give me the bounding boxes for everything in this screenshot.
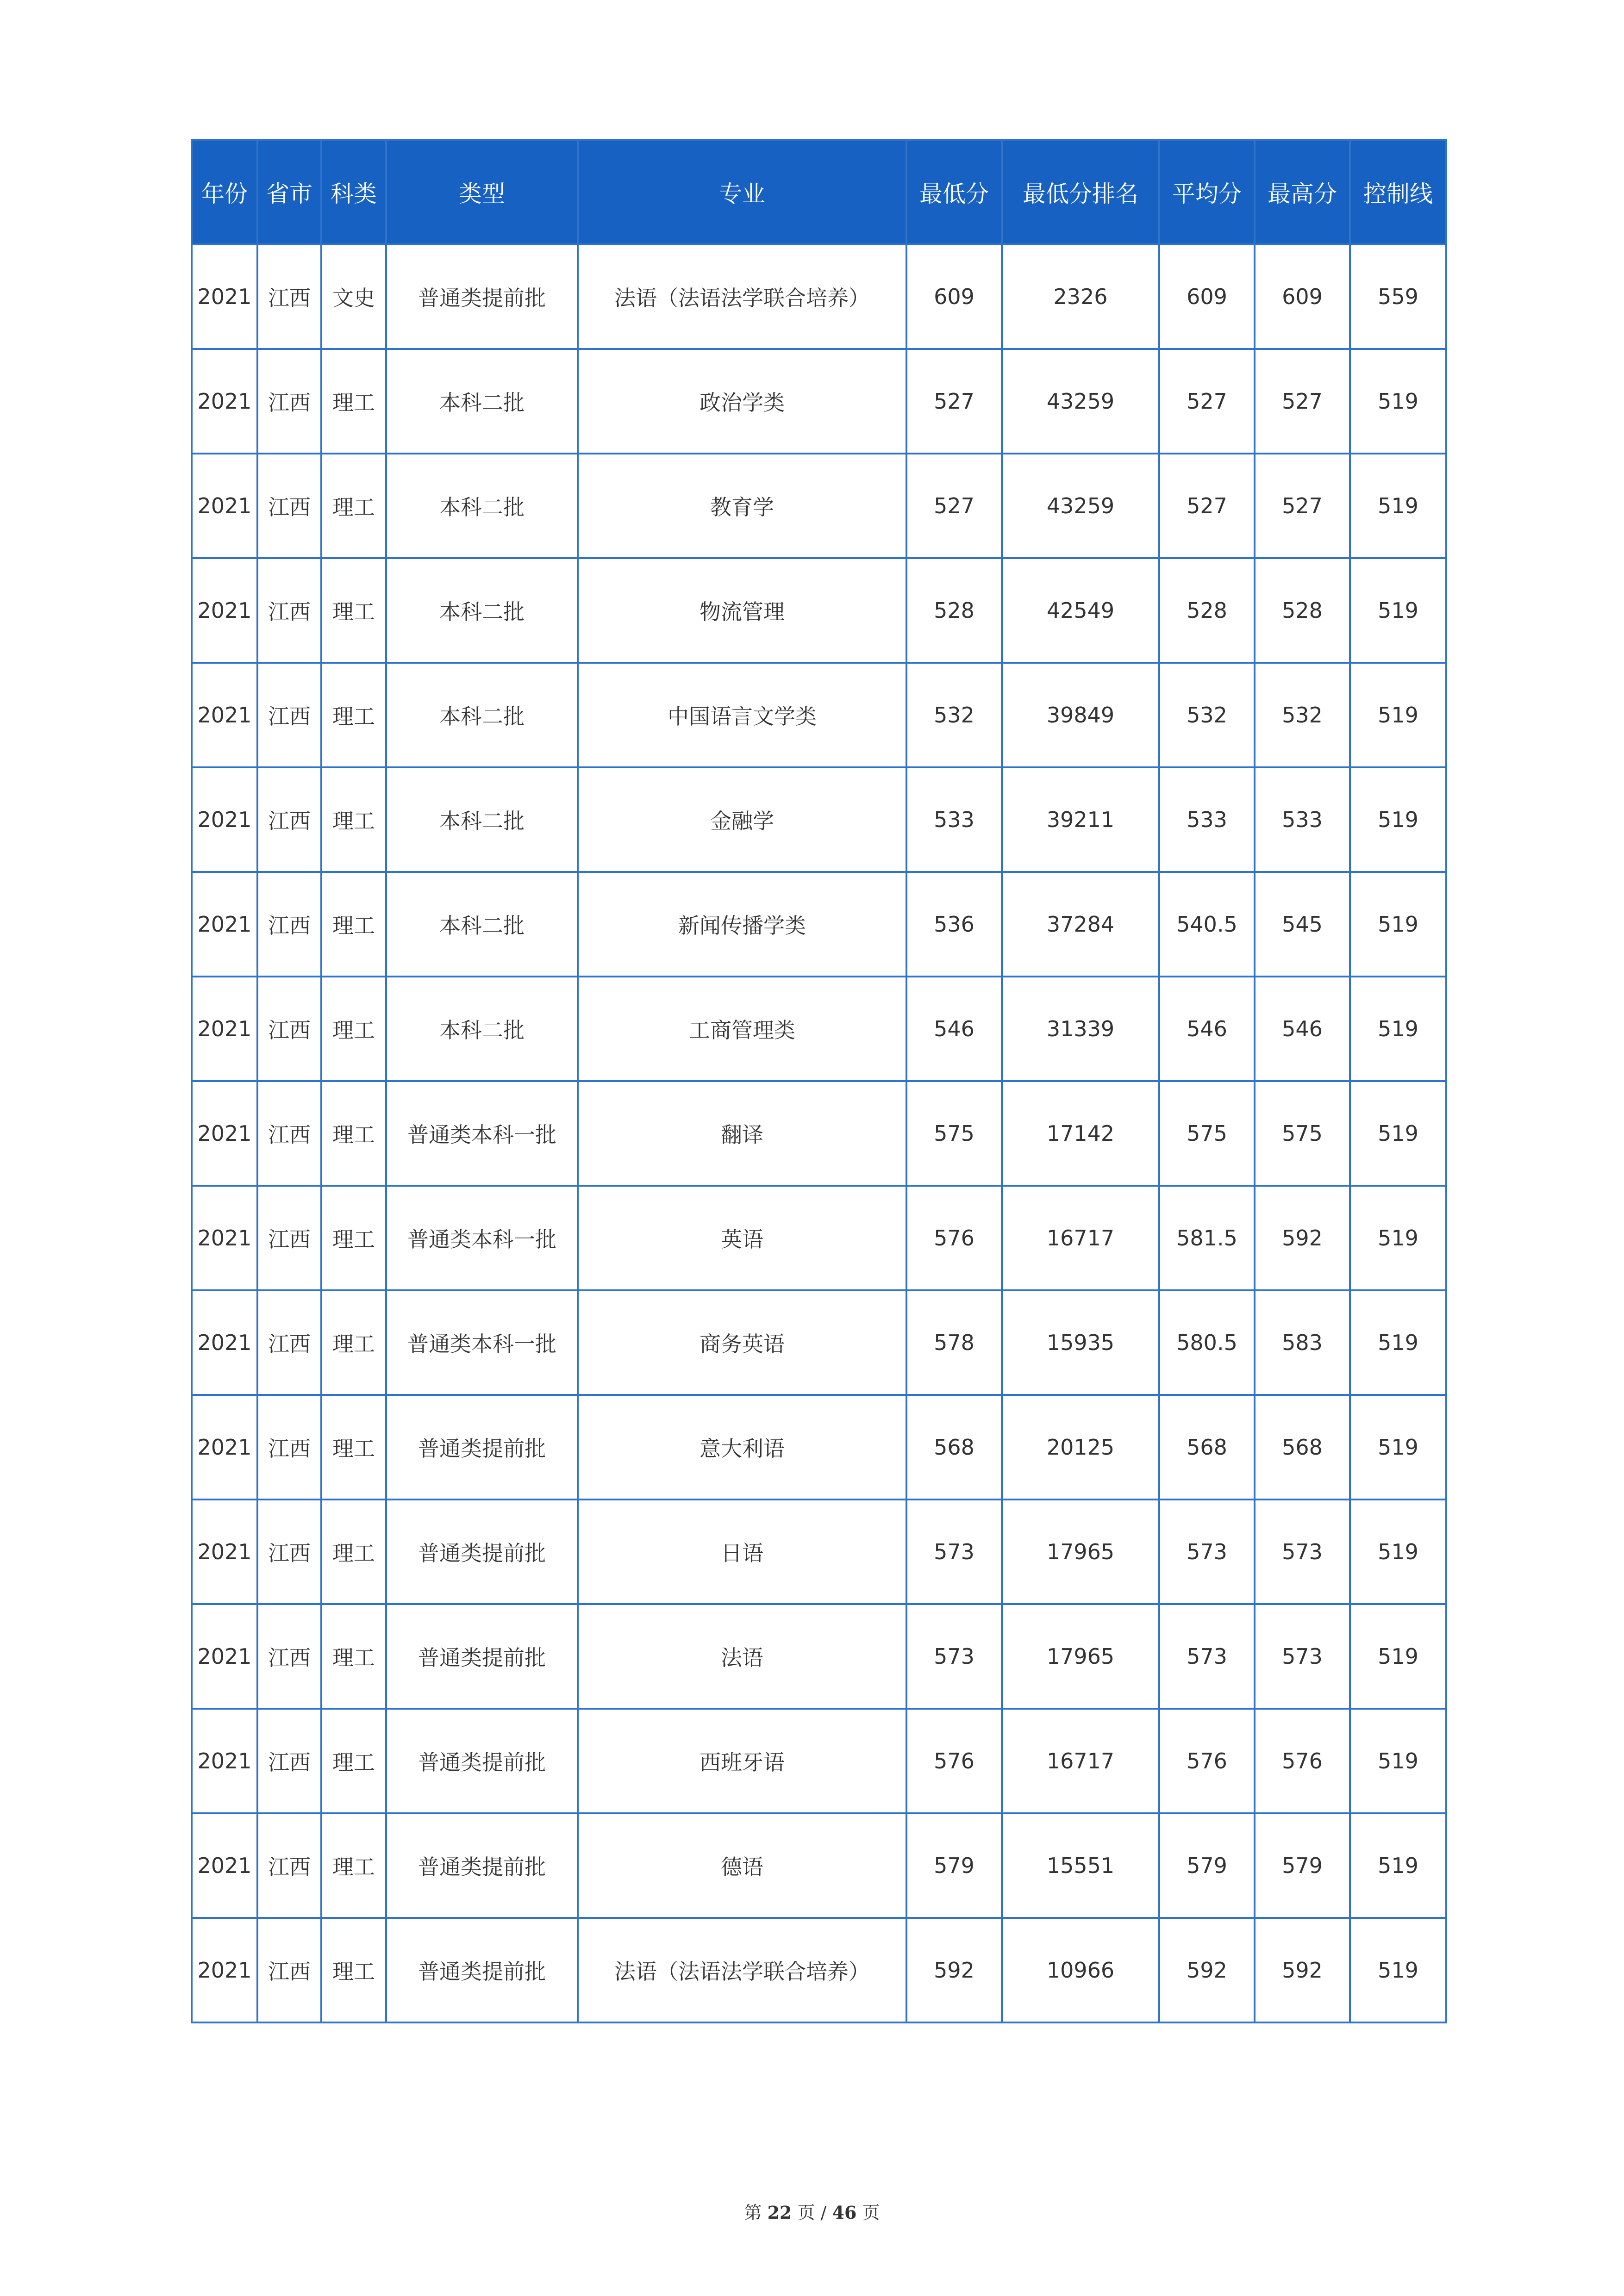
cell-batch-type: 普通类本科一批	[386, 1186, 578, 1290]
table-row	[192, 663, 1446, 767]
cell-year: 2021	[192, 1604, 257, 1709]
cell-avg-score: 579	[1159, 1813, 1255, 1918]
cell-min-score: 546	[906, 977, 1002, 1081]
cell-min-score: 533	[906, 767, 1002, 872]
cell-year: 2021	[192, 1918, 257, 2022]
cell-subject-category: 理工	[321, 1081, 386, 1186]
cell-min-score-rank: 16717	[1002, 1709, 1159, 1813]
cell-min-score: 528	[906, 558, 1002, 663]
cell-max-score: 533	[1255, 767, 1350, 872]
cell-min-score: 575	[906, 1081, 1002, 1186]
cell-province: 江西	[257, 1500, 321, 1604]
table-row	[192, 454, 1446, 558]
table-row	[192, 977, 1446, 1081]
cell-control-line: 519	[1350, 349, 1446, 454]
cell-year: 2021	[192, 767, 257, 872]
cell-max-score: 532	[1255, 663, 1350, 767]
cell-min-score-rank: 37284	[1002, 872, 1159, 977]
table-row	[192, 767, 1446, 872]
header-province: 省市	[257, 140, 321, 244]
cell-major: 工商管理类	[578, 977, 906, 1081]
cell-max-score: 573	[1255, 1604, 1350, 1709]
cell-control-line: 519	[1350, 1709, 1446, 1813]
table-row	[192, 872, 1446, 977]
table-body	[192, 244, 1446, 2022]
table-row	[192, 1918, 1446, 2022]
cell-max-score: 527	[1255, 349, 1350, 454]
total-pages-number: 46	[832, 2202, 857, 2223]
cell-major: 教育学	[578, 454, 906, 558]
cell-subject-category: 理工	[321, 1290, 386, 1395]
cell-min-score-rank: 17965	[1002, 1500, 1159, 1604]
cell-avg-score: 592	[1159, 1918, 1255, 2022]
cell-avg-score: 573	[1159, 1604, 1255, 1709]
cell-province: 江西	[257, 1081, 321, 1186]
cell-batch-type: 普通类提前批	[386, 1918, 578, 2022]
cell-max-score: 592	[1255, 1186, 1350, 1290]
cell-year: 2021	[192, 454, 257, 558]
cell-min-score-rank: 15551	[1002, 1813, 1159, 1918]
cell-province: 江西	[257, 1813, 321, 1918]
cell-subject-category: 理工	[321, 872, 386, 977]
header-avg-score: 平均分	[1159, 140, 1255, 244]
table-row	[192, 558, 1446, 663]
cell-batch-type: 普通类本科一批	[386, 1081, 578, 1186]
cell-year: 2021	[192, 1709, 257, 1813]
cell-major: 翻译	[578, 1081, 906, 1186]
cell-control-line: 559	[1350, 244, 1446, 349]
cell-subject-category: 理工	[321, 454, 386, 558]
cell-major: 物流管理	[578, 558, 906, 663]
cell-year: 2021	[192, 1813, 257, 1918]
cell-control-line: 519	[1350, 454, 1446, 558]
cell-subject-category: 理工	[321, 349, 386, 454]
cell-control-line: 519	[1350, 1813, 1446, 1918]
footer-middle: 页 /	[797, 2203, 827, 2223]
table-row	[192, 1500, 1446, 1604]
table-row	[192, 1604, 1446, 1709]
cell-min-score: 573	[906, 1500, 1002, 1604]
cell-province: 江西	[257, 1290, 321, 1395]
cell-control-line: 519	[1350, 1186, 1446, 1290]
cell-batch-type: 普通类本科一批	[386, 1290, 578, 1395]
cell-major: 新闻传播学类	[578, 872, 906, 977]
cell-year: 2021	[192, 1081, 257, 1186]
header-row	[192, 140, 1446, 244]
cell-province: 江西	[257, 872, 321, 977]
cell-min-score: 576	[906, 1709, 1002, 1813]
cell-subject-category: 文史	[321, 244, 386, 349]
footer-prefix: 第	[744, 2203, 762, 2223]
cell-batch-type: 普通类提前批	[386, 1813, 578, 1918]
cell-min-score-rank: 17142	[1002, 1081, 1159, 1186]
cell-avg-score: 573	[1159, 1500, 1255, 1604]
cell-control-line: 519	[1350, 767, 1446, 872]
cell-year: 2021	[192, 663, 257, 767]
header-min-score: 最低分	[906, 140, 1002, 244]
current-page-number: 22	[767, 2202, 792, 2223]
table-row	[192, 1081, 1446, 1186]
cell-major: 西班牙语	[578, 1709, 906, 1813]
cell-min-score: 532	[906, 663, 1002, 767]
cell-control-line: 519	[1350, 872, 1446, 977]
cell-max-score: 579	[1255, 1813, 1350, 1918]
cell-province: 江西	[257, 1709, 321, 1813]
cell-subject-category: 理工	[321, 1395, 386, 1500]
header-batch-type: 类型	[386, 140, 578, 244]
cell-min-score: 579	[906, 1813, 1002, 1918]
table-row	[192, 1186, 1446, 1290]
cell-min-score-rank: 15935	[1002, 1290, 1159, 1395]
header-year: 年份	[192, 140, 257, 244]
cell-province: 江西	[257, 767, 321, 872]
cell-min-score-rank: 43259	[1002, 454, 1159, 558]
cell-max-score: 527	[1255, 454, 1350, 558]
cell-min-score-rank: 43259	[1002, 349, 1159, 454]
footer-suffix: 页	[862, 2203, 880, 2223]
cell-batch-type: 本科二批	[386, 454, 578, 558]
cell-year: 2021	[192, 1395, 257, 1500]
cell-min-score-rank: 2326	[1002, 244, 1159, 349]
cell-year: 2021	[192, 244, 257, 349]
cell-subject-category: 理工	[321, 1709, 386, 1813]
cell-batch-type: 普通类提前批	[386, 1500, 578, 1604]
cell-subject-category: 理工	[321, 1604, 386, 1709]
cell-province: 江西	[257, 1604, 321, 1709]
cell-min-score-rank: 31339	[1002, 977, 1159, 1081]
cell-min-score: 527	[906, 454, 1002, 558]
cell-control-line: 519	[1350, 558, 1446, 663]
cell-avg-score: 568	[1159, 1395, 1255, 1500]
cell-min-score: 592	[906, 1918, 1002, 2022]
cell-min-score: 578	[906, 1290, 1002, 1395]
cell-control-line: 519	[1350, 1290, 1446, 1395]
cell-major: 商务英语	[578, 1290, 906, 1395]
cell-min-score: 609	[906, 244, 1002, 349]
cell-max-score: 568	[1255, 1395, 1350, 1500]
cell-control-line: 519	[1350, 977, 1446, 1081]
cell-avg-score: 580.5	[1159, 1290, 1255, 1395]
cell-max-score: 545	[1255, 872, 1350, 977]
cell-subject-category: 理工	[321, 663, 386, 767]
cell-batch-type: 本科二批	[386, 558, 578, 663]
cell-year: 2021	[192, 872, 257, 977]
cell-min-score-rank: 39211	[1002, 767, 1159, 872]
cell-major: 法语	[578, 1604, 906, 1709]
cell-batch-type: 普通类提前批	[386, 1709, 578, 1813]
cell-major: 法语（法语法学联合培养）	[578, 1918, 906, 2022]
cell-province: 江西	[257, 454, 321, 558]
cell-avg-score: 581.5	[1159, 1186, 1255, 1290]
cell-avg-score: 576	[1159, 1709, 1255, 1813]
cell-min-score-rank: 17965	[1002, 1604, 1159, 1709]
cell-province: 江西	[257, 1186, 321, 1290]
cell-avg-score: 527	[1159, 349, 1255, 454]
cell-max-score: 609	[1255, 244, 1350, 349]
header-max-score: 最高分	[1255, 140, 1350, 244]
cell-year: 2021	[192, 349, 257, 454]
cell-subject-category: 理工	[321, 558, 386, 663]
cell-min-score: 527	[906, 349, 1002, 454]
cell-batch-type: 本科二批	[386, 872, 578, 977]
cell-major: 政治学类	[578, 349, 906, 454]
cell-major: 意大利语	[578, 1395, 906, 1500]
cell-subject-category: 理工	[321, 1918, 386, 2022]
cell-avg-score: 540.5	[1159, 872, 1255, 977]
cell-control-line: 519	[1350, 1395, 1446, 1500]
cell-avg-score: 609	[1159, 244, 1255, 349]
cell-year: 2021	[192, 1186, 257, 1290]
cell-control-line: 519	[1350, 1081, 1446, 1186]
table-row	[192, 1290, 1446, 1395]
cell-max-score: 576	[1255, 1709, 1350, 1813]
cell-max-score: 528	[1255, 558, 1350, 663]
cell-min-score-rank: 42549	[1002, 558, 1159, 663]
header-min-score-rank: 最低分排名	[1002, 140, 1159, 244]
table-header	[192, 140, 1446, 244]
cell-subject-category: 理工	[321, 767, 386, 872]
cell-batch-type: 本科二批	[386, 663, 578, 767]
cell-control-line: 519	[1350, 663, 1446, 767]
cell-max-score: 546	[1255, 977, 1350, 1081]
cell-province: 江西	[257, 1918, 321, 2022]
cell-major: 金融学	[578, 767, 906, 872]
cell-province: 江西	[257, 1395, 321, 1500]
cell-province: 江西	[257, 349, 321, 454]
cell-min-score: 536	[906, 872, 1002, 977]
cell-batch-type: 普通类提前批	[386, 1604, 578, 1709]
cell-min-score-rank: 10966	[1002, 1918, 1159, 2022]
cell-max-score: 592	[1255, 1918, 1350, 2022]
cell-subject-category: 理工	[321, 1813, 386, 1918]
cell-avg-score: 546	[1159, 977, 1255, 1081]
cell-max-score: 573	[1255, 1500, 1350, 1604]
cell-province: 江西	[257, 977, 321, 1081]
table-row	[192, 1709, 1446, 1813]
cell-year: 2021	[192, 1290, 257, 1395]
cell-province: 江西	[257, 663, 321, 767]
cell-subject-category: 理工	[321, 977, 386, 1081]
table-row	[192, 349, 1446, 454]
cell-province: 江西	[257, 244, 321, 349]
page-footer	[0, 2198, 1624, 2224]
cell-major: 法语（法语法学联合培养）	[578, 244, 906, 349]
cell-batch-type: 普通类提前批	[386, 1395, 578, 1500]
header-control-line: 控制线	[1350, 140, 1446, 244]
cell-year: 2021	[192, 1500, 257, 1604]
table-row	[192, 1813, 1446, 1918]
cell-min-score: 568	[906, 1395, 1002, 1500]
cell-year: 2021	[192, 558, 257, 663]
cell-avg-score: 528	[1159, 558, 1255, 663]
cell-subject-category: 理工	[321, 1186, 386, 1290]
cell-min-score-rank: 16717	[1002, 1186, 1159, 1290]
cell-control-line: 519	[1350, 1604, 1446, 1709]
cell-min-score: 573	[906, 1604, 1002, 1709]
cell-batch-type: 本科二批	[386, 767, 578, 872]
cell-control-line: 519	[1350, 1918, 1446, 2022]
cell-batch-type: 普通类提前批	[386, 244, 578, 349]
header-major: 专业	[578, 140, 906, 244]
cell-max-score: 575	[1255, 1081, 1350, 1186]
cell-major: 中国语言文学类	[578, 663, 906, 767]
cell-year: 2021	[192, 977, 257, 1081]
cell-avg-score: 532	[1159, 663, 1255, 767]
cell-subject-category: 理工	[321, 1500, 386, 1604]
cell-major: 德语	[578, 1813, 906, 1918]
cell-batch-type: 本科二批	[386, 977, 578, 1081]
header-subject-category: 科类	[321, 140, 386, 244]
cell-avg-score: 575	[1159, 1081, 1255, 1186]
cell-min-score: 576	[906, 1186, 1002, 1290]
cell-min-score-rank: 20125	[1002, 1395, 1159, 1500]
cell-avg-score: 533	[1159, 767, 1255, 872]
cell-province: 江西	[257, 558, 321, 663]
table-row	[192, 1395, 1446, 1500]
cell-major: 英语	[578, 1186, 906, 1290]
table-row	[192, 244, 1446, 349]
cell-batch-type: 本科二批	[386, 349, 578, 454]
cell-avg-score: 527	[1159, 454, 1255, 558]
cell-min-score-rank: 39849	[1002, 663, 1159, 767]
cell-max-score: 583	[1255, 1290, 1350, 1395]
admission-scores-table	[191, 139, 1447, 2023]
cell-major: 日语	[578, 1500, 906, 1604]
cell-control-line: 519	[1350, 1500, 1446, 1604]
